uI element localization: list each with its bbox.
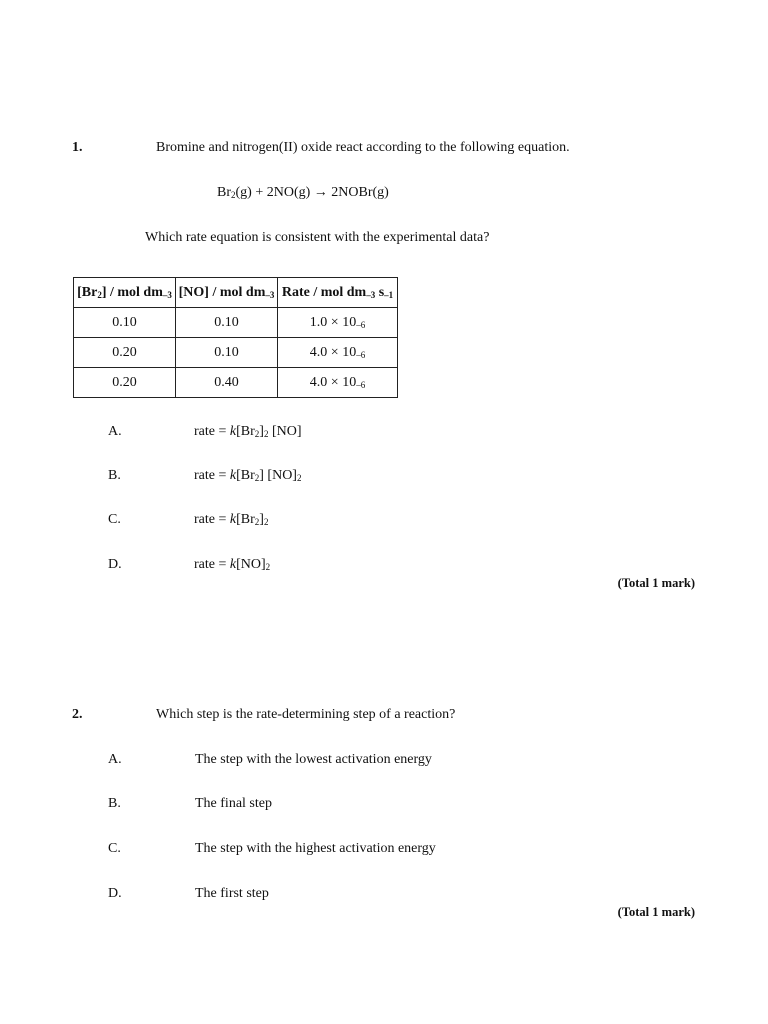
rate-value: 4.0 × 10: [309, 374, 357, 390]
question-1-number: 1.: [72, 140, 83, 155]
cell-no: 0.10: [176, 308, 278, 338]
header-superscript: –3: [162, 289, 172, 300]
cell-br2: 0.20: [74, 368, 176, 398]
cell-br2: 0.20: [74, 338, 176, 368]
option-text: ]: [259, 424, 264, 439]
option-subscript: 2: [254, 517, 260, 527]
cell-no: 0.10: [176, 338, 278, 368]
cell-rate: [278, 368, 398, 398]
rate-exponent: –6: [356, 349, 366, 360]
option-text: rate =: [194, 424, 230, 439]
table-header-row: [74, 278, 398, 308]
option-text: rate =: [194, 512, 230, 527]
q1-option-d-text[interactable]: [194, 558, 270, 572]
q1-option-a-letter[interactable]: A.: [108, 424, 122, 439]
rate-exponent: –6: [356, 319, 366, 330]
option-text: [NO]: [236, 557, 266, 572]
rate-constant: k: [229, 424, 237, 439]
cell-no: 0.40: [176, 368, 278, 398]
option-text: ]: [259, 512, 264, 527]
option-text: [Br: [236, 424, 255, 439]
q2-option-b-letter[interactable]: B.: [108, 796, 121, 811]
rate-constant: k: [229, 468, 237, 483]
option-subscript: 2: [254, 473, 260, 483]
header-superscript: –3: [366, 289, 376, 300]
header-no: [176, 278, 278, 308]
q1-option-b-text[interactable]: [194, 469, 301, 483]
header-superscript: –3: [265, 289, 275, 300]
rate-constant: k: [229, 557, 237, 572]
experimental-data-table: [73, 277, 398, 398]
table-row: [74, 368, 398, 398]
header-subscript: 2: [97, 289, 102, 300]
q1-total-mark: (Total 1 mark): [617, 576, 695, 590]
header-text: [NO] / mol dm: [178, 284, 266, 300]
header-br2: [74, 278, 176, 308]
cell-br2: 0.10: [74, 308, 176, 338]
option-text: [Br: [236, 512, 255, 527]
header-text: [Br: [77, 284, 98, 300]
q2-option-c-text[interactable]: The step with the highest activation energy: [195, 841, 436, 856]
option-subscript: 2: [263, 429, 269, 439]
option-text: [NO]: [268, 424, 302, 439]
q1-option-c-letter[interactable]: C.: [108, 512, 121, 527]
cell-rate: [278, 338, 398, 368]
q1-option-b-letter[interactable]: B.: [108, 468, 121, 483]
q2-option-b-text[interactable]: The final step: [195, 796, 272, 811]
option-subscript: 2: [265, 562, 271, 572]
q2-option-a-text[interactable]: The step with the lowest activation energy: [195, 752, 432, 767]
header-text: ] / mol dm: [101, 284, 163, 300]
q2-option-d-text[interactable]: The first step: [195, 886, 269, 901]
equation-text: (g) + 2NO(g) → 2NOBr(g): [235, 185, 389, 200]
header-text: s: [375, 284, 385, 300]
header-rate: [278, 278, 398, 308]
table-row: [74, 308, 398, 338]
q1-option-c-text[interactable]: [194, 513, 268, 527]
option-subscript: 2: [263, 517, 269, 527]
reaction-equation: [217, 186, 389, 200]
rate-value: 4.0 × 10: [309, 344, 357, 360]
q2-option-d-letter[interactable]: D.: [108, 886, 122, 901]
question-2-number: 2.: [72, 707, 83, 722]
option-text: ] [NO]: [259, 468, 297, 483]
q1-option-a-text[interactable]: [194, 425, 301, 439]
rate-value: 1.0 × 10: [309, 314, 357, 330]
header-text: Rate / mol dm: [281, 284, 367, 300]
equation-text: Br: [217, 185, 231, 200]
question-2-prompt: Which step is the rate-determining step of a reaction?: [156, 707, 456, 722]
rate-exponent: –6: [356, 379, 366, 390]
header-superscript: –1: [384, 289, 394, 300]
rate-constant: k: [229, 512, 237, 527]
table-row: [74, 338, 398, 368]
equation-subscript: 2: [231, 190, 236, 200]
option-text: rate =: [194, 557, 230, 572]
option-subscript: 2: [296, 473, 302, 483]
q2-option-a-letter[interactable]: A.: [108, 752, 122, 767]
question-1-prompt: Bromine and nitrogen(II) oxide react according to the following equation.: [156, 140, 570, 155]
option-subscript: 2: [254, 429, 260, 439]
q1-option-d-letter[interactable]: D.: [108, 557, 122, 572]
q2-option-c-letter[interactable]: C.: [108, 841, 121, 856]
option-text: rate =: [194, 468, 230, 483]
question-1-question: Which rate equation is consistent with the experimental data?: [145, 230, 490, 245]
cell-rate: [278, 308, 398, 338]
option-text: [Br: [236, 468, 255, 483]
q2-total-mark: (Total 1 mark): [617, 905, 695, 919]
